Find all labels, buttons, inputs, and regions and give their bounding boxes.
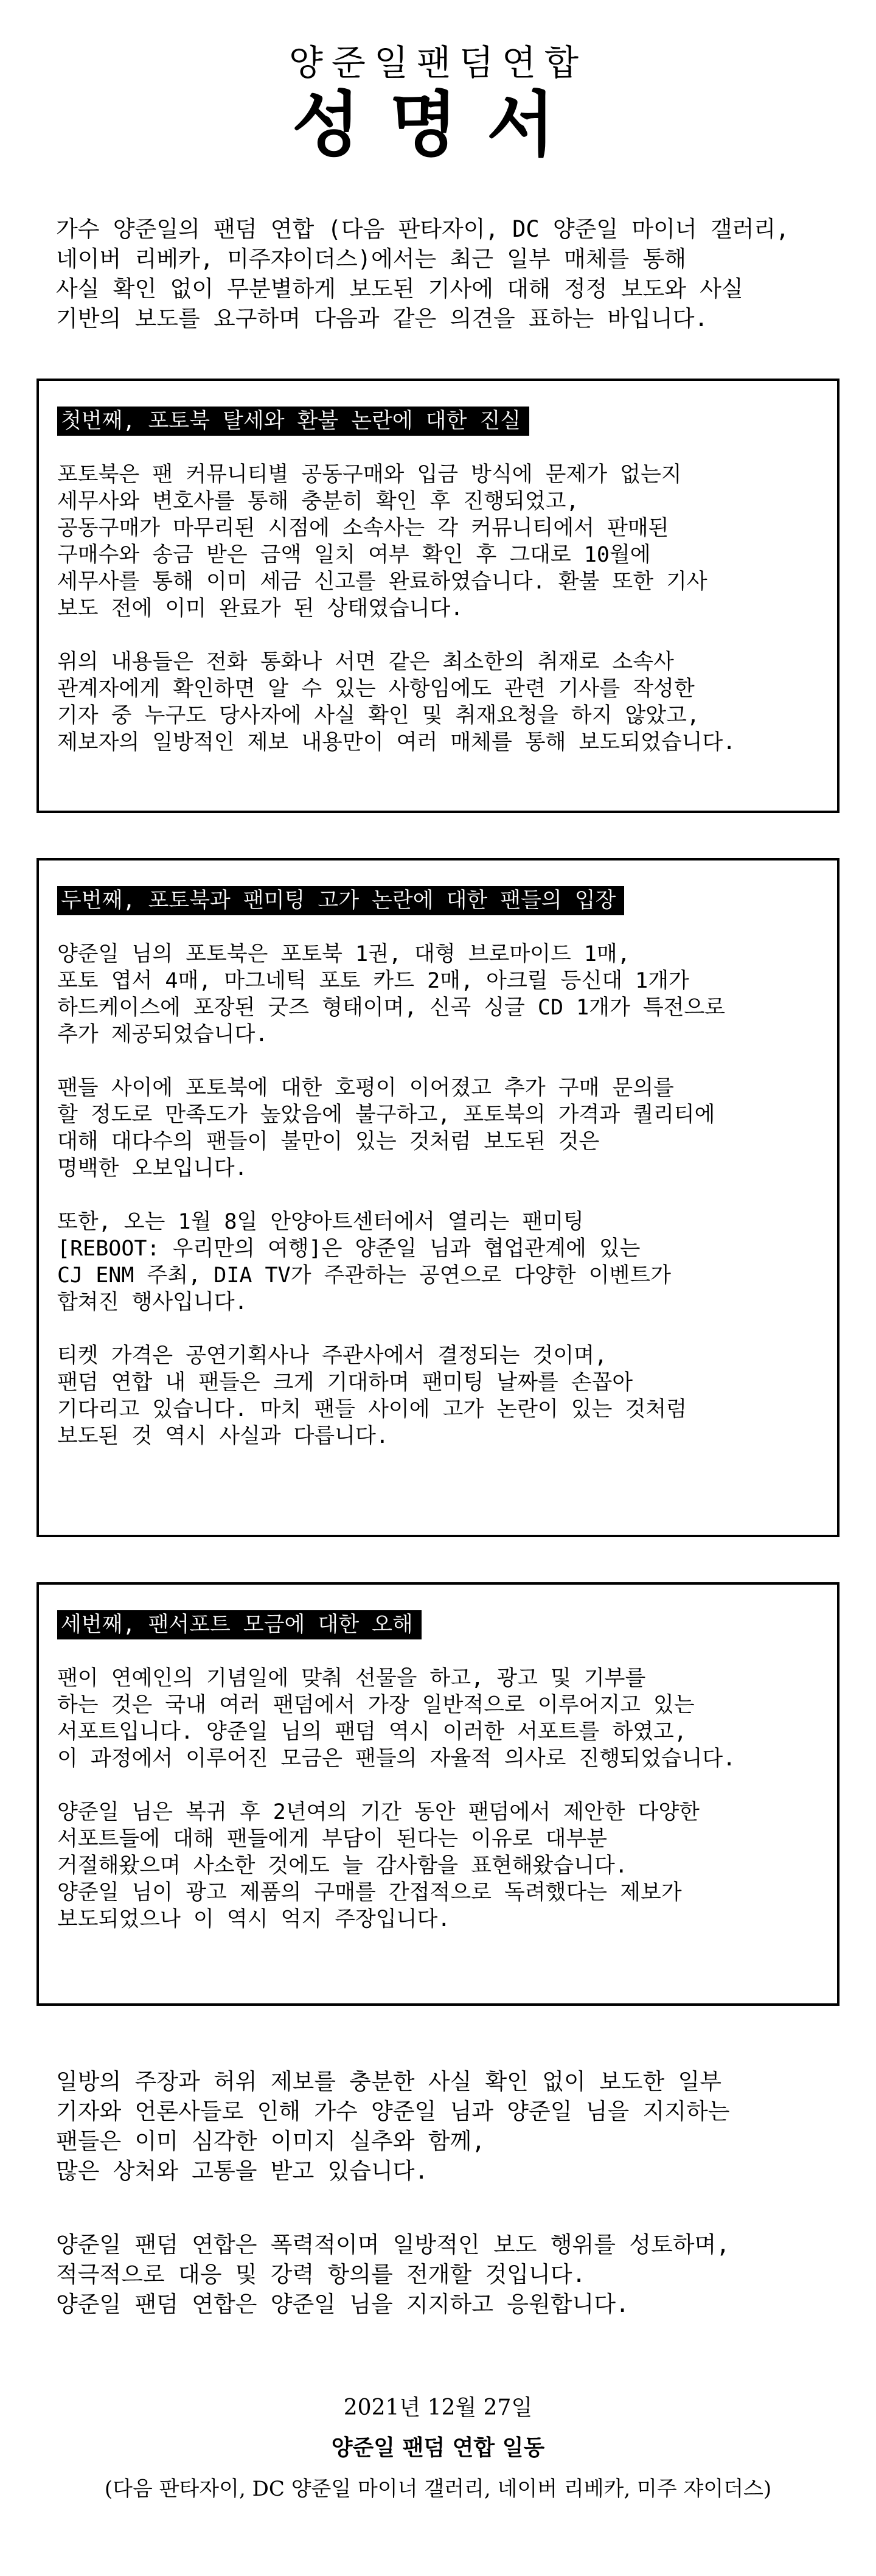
section-paragraph: 또한, 오는 1월 8일 안양아트센터에서 열리는 팬미팅 [REBOOT: 우리만의 여행]은 양준일 님과 협업관계에 있는 CJ ENM 주최, DIA TV가 주관하는 공연으로 다양한 이벤트가 합쳐진 행사입니다. — [57, 1210, 671, 1314]
document-title: 성명서 — [291, 83, 585, 166]
section-paragraph: 양준일 님은 복귀 후 2년여의 기간 동안 팬덤에서 제안한 다양한 서포트들에 대해 팬들에게 부담이 된다는 이유로 대부분 거절해왔으며 사소한 것에도 늘 감사함을 표현해왔습니다. 양준일 님이 광고 제품의 구매를 간접적으로 독려했다는 제보가 보도되었으나 이 역시 억지 주장입니다. — [57, 1800, 700, 1932]
section-paragraph: 위의 내용들은 전화 통화나 서면 같은 최소한의 취재로 소속사 관계자에게 확인하면 알 수 있는 사항임에도 관련 기사를 작성한 기자 중 누구도 당사자에 사실 확인 및 취재요청을 하지 않았고, 제보자의 일방적인 제보 내용만이 여러 매체를 통해 보도되었습니다. — [57, 650, 736, 755]
section-heading: 첫번째, 포토북 탈세와 환불 논란에 대한 진실 — [57, 407, 529, 436]
section-paragraph: 티켓 가격은 공연기획사나 주관사에서 결정되는 것이며, 팬덤 연합 내 팬들은 크게 기대하며 팬미팅 날짜를 손꼽아 기다리고 있습니다. 마치 팬들 사이에 고가 논란이 있는 것처럼 보도된 것 역시 사실과 다릅니다. — [57, 1344, 687, 1448]
section-heading: 세번째, 팬서포트 모금에 대한 오해 — [57, 1610, 422, 1639]
intro-line: 기반의 보도를 요구하며 다음과 같은 의견을 표하는 바입니다. — [56, 305, 708, 332]
section-paragraph: 포토북은 팬 커뮤니티별 공동구매와 입금 방식에 문제가 없는지 세무사와 변호사를 통해 충분히 확인 후 진행되었고, 공동구매가 마무리된 시점에 소속사는 각 커뮤니티에서 판매된 구매수와 송금 받은 금액 일치 여부 확인 후 그대로 10월에 세무사를 통해 이미 세금 신고를 완료하였습니다. 환불 또한 기사 보도 전에 이미 완료가 된 상태였습니다. — [57, 462, 707, 621]
intro-line: 네이버 리베카, 미주쟈이더스)에서는 최근 일부 매체를 통해 — [56, 246, 687, 272]
section-price-controversy — [36, 858, 839, 1537]
section-paragraph: 양준일 님의 포토북은 포토북 1권, 대형 브로마이드 1매, 포토 엽서 4매, 마그네틱 포토 카드 2매, 아크릴 등신대 1개가 하드케이스에 포장된 굿즈 형태이며, 신곡 싱글 CD 1개가 특전으로 추가 제공되었습니다. — [57, 942, 726, 1047]
section-body — [57, 461, 819, 756]
section-photobook-tax — [36, 379, 839, 813]
intro-line: 사실 확인 없이 무분별하게 보도된 기사에 대해 정정 보도와 사실 — [56, 276, 743, 302]
section-paragraph: 팬이 연예인의 기념일에 맞춰 선물을 하고, 광고 및 기부를 하는 것은 국내 여러 팬덤에서 가장 일반적으로 이루어지고 있는 서포트입니다. 양준일 님의 팬덤 역시 이러한 서포트를 하였고, 이 과정에서 이루어진 모금은 팬들의 자율적 의사로 진행되었습니다. — [57, 1666, 736, 1771]
section-paragraph: 팬들 사이에 포토북에 대한 호평이 이어졌고 추가 구매 문의를 할 정도로 만족도가 높았음에 불구하고, 포토북의 가격과 퀄리티에 대해 대다수의 팬들이 불만이 있는 것처럼 보도된 것은 명백한 오보입니다. — [57, 1076, 715, 1181]
closing-paragraph: 일방의 주장과 허위 제보를 충분한 사실 확인 없이 보도한 일부 기자와 언론사들로 인해 가수 양준일 님과 양준일 님을 지지하는 팬들은 이미 심각한 이미지 실추와 함께, 많은 상처와 고통을 받고 있습니다. — [56, 2068, 730, 2184]
section-body — [57, 941, 819, 1450]
section-body — [57, 1665, 819, 1933]
signature-members: (다음 판타자이, DC 양준일 마이너 갤러리, 네이버 리베카, 미주 쟈이더스) — [104, 2477, 772, 2501]
closing-paragraph: 양준일 팬덤 연합은 폭력적이며 일방적인 보도 행위를 성토하며, 적극적으로 대응 및 강력 항의를 전개할 것입니다. 양준일 팬덤 연합은 양준일 님을 지지하고 응원합니다. — [56, 2232, 730, 2317]
section-fan-support — [36, 1582, 839, 2006]
org-name: 양준일팬덤연합 — [288, 42, 588, 83]
intro-paragraph — [56, 214, 841, 333]
section-heading: 두번째, 포토북과 팬미팅 고가 논란에 대한 팬들의 입장 — [57, 886, 624, 915]
signature-date: 2021년 12월 27일 — [343, 2395, 533, 2420]
intro-line: 가수 양준일의 팬덤 연합 (다음 판타자이, DC 양준일 마이너 갤러리, — [56, 216, 790, 242]
signature-org: 양준일 팬덤 연합 일동 — [331, 2435, 545, 2460]
